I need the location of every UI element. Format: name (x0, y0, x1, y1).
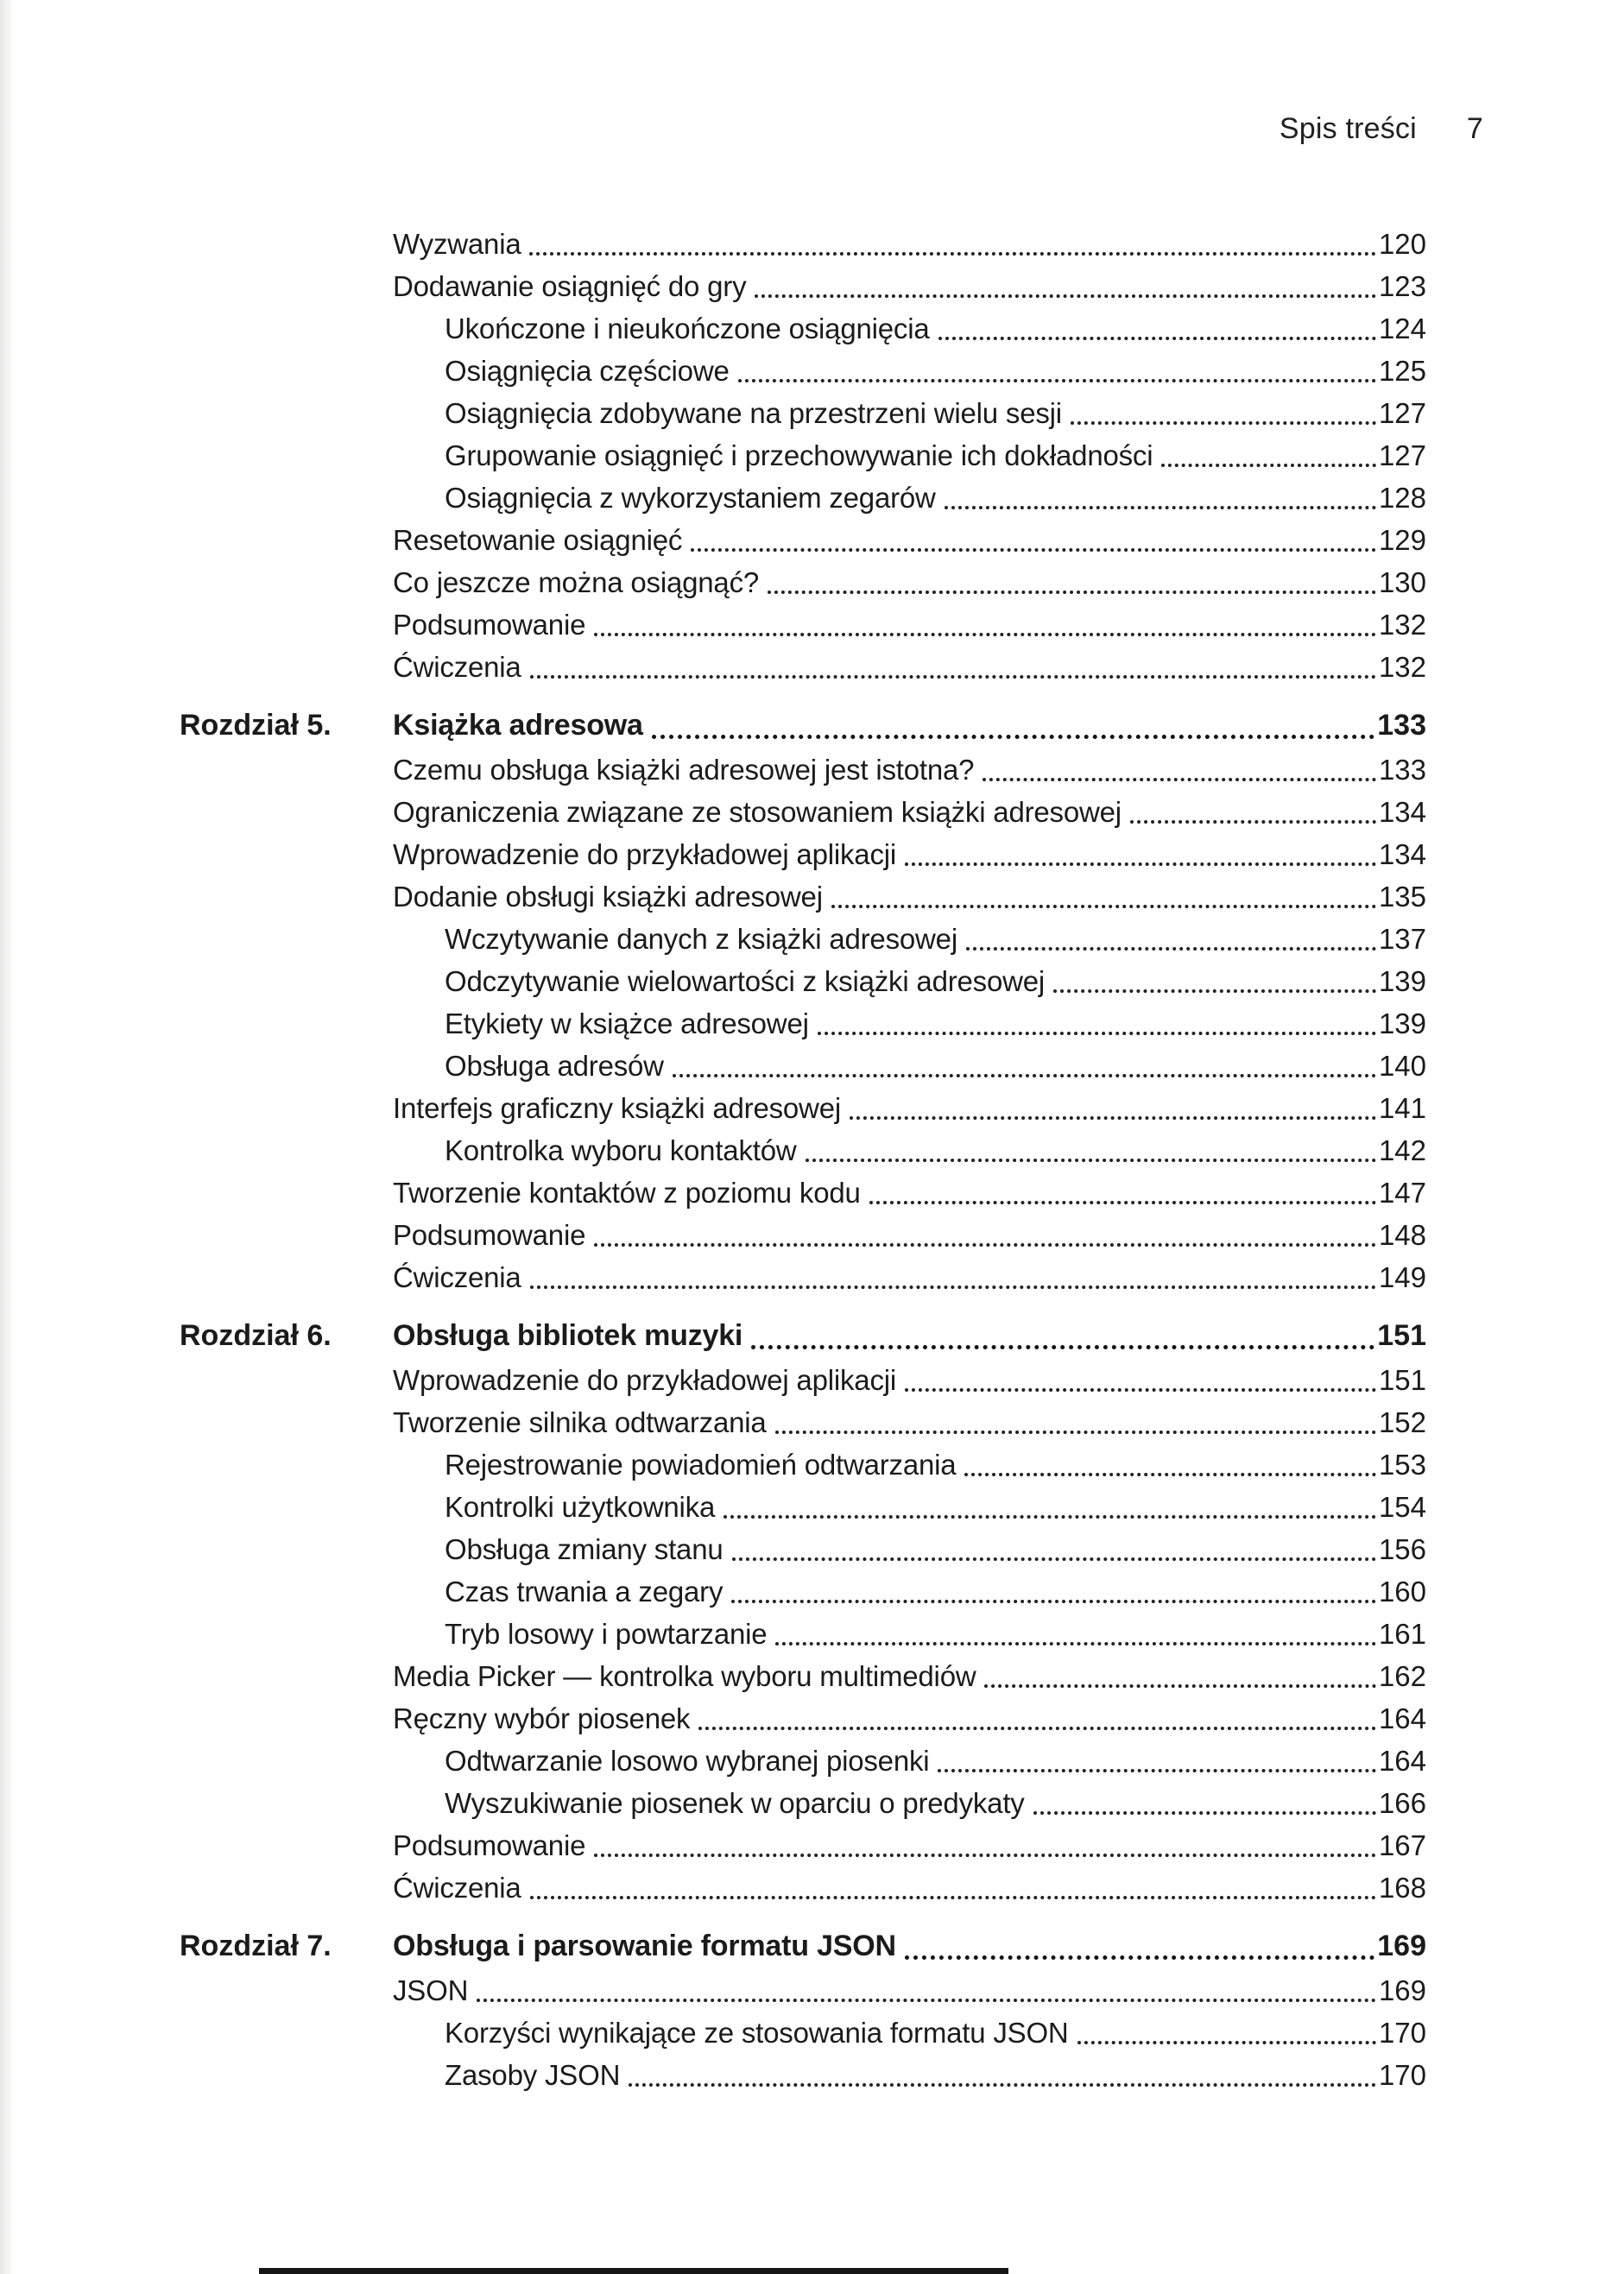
entry-title: Odtwarzanie losowo wybranej piosenki (445, 1745, 930, 1777)
toc-entry-row (445, 1613, 1426, 1655)
entry-title: Odczytywanie wielowartości z książki adresowej (445, 965, 1046, 997)
entry-page-number: 132 (1378, 651, 1426, 683)
entry-page-number: 134 (1378, 838, 1426, 870)
entry-title: Ograniczenia związane ze stosowaniem książki adresowej (393, 796, 1122, 828)
toc-entry-row (393, 561, 1426, 603)
toc-entry-row (445, 350, 1426, 392)
entry-page-number: 153 (1378, 1449, 1426, 1481)
toc-entry-row (393, 1867, 1426, 1909)
entry-page-number: 164 (1378, 1745, 1426, 1777)
dot-leader (966, 947, 1376, 951)
dot-leader (945, 506, 1376, 509)
entry-title: Obsługa bibliotek muzyki (393, 1319, 743, 1352)
dot-leader (1033, 1811, 1376, 1815)
chapter-label: Rozdział 5. (180, 709, 332, 742)
toc-entry-row (445, 307, 1426, 350)
toc-entry-row (445, 1782, 1426, 1824)
toc-entry-row (445, 392, 1426, 434)
toc-entry-row (393, 791, 1426, 833)
entry-page-number: 168 (1378, 1872, 1426, 1904)
chapter-label: Rozdział 7. (180, 1930, 332, 1962)
table-of-contents (180, 223, 1426, 2096)
dot-leader (755, 294, 1376, 298)
dot-leader (594, 1854, 1376, 1857)
entry-title: Kontrolki użytkownika (445, 1491, 716, 1523)
entry-title: Obsługa adresów (445, 1050, 664, 1082)
entry-page-number: 134 (1378, 796, 1426, 828)
dot-leader (724, 1515, 1376, 1519)
entry-title: Tworzenie silnika odtwarzania (393, 1406, 767, 1438)
entry-page-number: 133 (1377, 709, 1426, 742)
entry-page-number: 133 (1378, 754, 1426, 786)
dot-leader (691, 548, 1376, 552)
dot-leader (530, 1896, 1376, 1899)
dot-leader (1071, 421, 1376, 425)
entry-page-number: 127 (1378, 439, 1426, 471)
dot-leader (732, 1557, 1376, 1561)
toc-entry-row (393, 1697, 1426, 1740)
toc-entry-row (393, 1214, 1426, 1256)
entry-page-number: 161 (1378, 1618, 1426, 1650)
toc-chapter-row (180, 1313, 1426, 1359)
entry-page-number: 140 (1378, 1050, 1426, 1082)
entry-page-number: 148 (1378, 1219, 1426, 1251)
dot-leader (818, 1032, 1376, 1035)
toc-entry-row (393, 1087, 1426, 1129)
toc-entry-row (445, 1486, 1426, 1528)
entry-page-number: 167 (1378, 1829, 1426, 1861)
entry-title: Obsługa zmiany stanu (445, 1533, 724, 1565)
entry-title: Korzyści wynikające ze stosowania formatu JSON (445, 2017, 1069, 2049)
entry-title: Osiągnięcia częściowe (445, 355, 730, 387)
entry-title: Kontrolka wyboru kontaktów (445, 1134, 797, 1166)
page-number: 7 (1466, 112, 1483, 145)
entry-page-number: 124 (1378, 313, 1426, 344)
dot-leader (529, 252, 1375, 256)
toc-entry-row (445, 477, 1426, 519)
chapter-label: Rozdział 6. (180, 1319, 332, 1352)
toc-entry-row (393, 833, 1426, 875)
dot-leader (530, 675, 1376, 679)
dot-leader (1053, 989, 1376, 993)
toc-entry-row (445, 2054, 1426, 2096)
entry-title: Tworzenie kontaktów z poziomu kodu (393, 1177, 861, 1209)
entry-title: JSON (393, 1974, 469, 2006)
entry-page-number: 125 (1378, 355, 1426, 387)
toc-entry-row (393, 749, 1426, 791)
toc-entry-row (393, 265, 1426, 307)
dot-leader (673, 1074, 1376, 1077)
toc-entry-row (393, 519, 1426, 561)
entry-page-number: 152 (1378, 1406, 1426, 1438)
toc-entry-row (393, 1655, 1426, 1697)
dot-leader (1077, 2041, 1376, 2044)
scan-page-edge (0, 0, 14, 2274)
entry-page-number: 154 (1378, 1491, 1426, 1523)
entry-title: Wczytywanie danych z książki adresowej (445, 923, 957, 955)
dot-leader (477, 1999, 1376, 2002)
toc-entry-row (393, 1969, 1426, 2012)
entry-title: Podsumowanie (393, 609, 586, 641)
toc-entry-row (445, 1045, 1426, 1087)
entry-page-number: 162 (1378, 1660, 1426, 1692)
toc-entry-row (445, 1129, 1426, 1172)
entry-page-number: 166 (1378, 1787, 1426, 1819)
entry-page-number: 169 (1377, 1930, 1426, 1962)
entry-title: Osiągnięcia zdobywane na przestrzeni wielu sesji (445, 397, 1062, 429)
dot-leader (530, 1285, 1376, 1289)
entry-title: Książka adresowa (393, 709, 643, 742)
dot-leader (731, 1600, 1376, 1603)
entry-page-number: 147 (1378, 1177, 1426, 1209)
entry-title: Czas trwania a zegary (445, 1576, 724, 1608)
dot-leader (629, 2083, 1376, 2087)
toc-entry-row (445, 1528, 1426, 1570)
entry-title: Ćwiczenia (393, 651, 521, 683)
entry-title: Tryb losowy i powtarzanie (445, 1618, 768, 1650)
toc-entry-row (393, 223, 1426, 265)
toc-chapter-row (180, 703, 1426, 749)
entry-page-number: 151 (1377, 1319, 1426, 1352)
entry-title: Interfejs graficzny książki adresowej (393, 1092, 841, 1124)
toc-entry-row (393, 646, 1426, 688)
entry-title: Resetowanie osiągnięć (393, 524, 683, 556)
entry-page-number: 128 (1378, 482, 1426, 514)
dot-leader (738, 379, 1376, 382)
entry-title: Dodanie obsługi książki adresowej (393, 881, 823, 913)
toc-entry-row (445, 918, 1426, 960)
toc-entry-row (445, 2012, 1426, 2054)
dot-leader (850, 1116, 1376, 1120)
toc-entry-row (445, 960, 1426, 1002)
entry-title: Obsługa i parsowanie formatu JSON (393, 1930, 896, 1962)
entry-title: Wprowadzenie do przykładowej aplikacji (393, 838, 897, 870)
dot-leader (831, 905, 1376, 908)
dot-leader (1130, 820, 1376, 824)
dot-leader (983, 778, 1376, 781)
toc-entry-row (393, 603, 1426, 646)
dot-leader (964, 1473, 1376, 1476)
entry-title: Ręczny wybór piosenek (393, 1702, 691, 1734)
entry-title: Wyzwania (393, 228, 521, 260)
entry-title: Czemu obsługa książki adresowej jest istotna? (393, 754, 975, 786)
dot-leader (594, 1243, 1376, 1247)
entry-page-number: 132 (1378, 609, 1426, 641)
running-head-title: Spis treści (1279, 112, 1417, 145)
toc-entry-row (445, 1002, 1426, 1045)
entry-page-number: 149 (1378, 1261, 1426, 1293)
entry-page-number: 151 (1378, 1364, 1426, 1396)
toc-entry-row (393, 875, 1426, 918)
scan-artifact-bar (259, 2268, 1008, 2274)
entry-title: Ćwiczenia (393, 1872, 521, 1904)
toc-chapter-row (180, 1923, 1426, 1969)
entry-page-number: 139 (1378, 1008, 1426, 1039)
dot-leader (698, 1727, 1376, 1730)
entry-title: Grupowanie osiągnięć i przechowywanie ich dokładności (445, 439, 1153, 471)
entry-page-number: 130 (1378, 566, 1426, 598)
dot-leader (905, 862, 1376, 866)
entry-page-number: 137 (1378, 923, 1426, 955)
entry-page-number: 129 (1378, 524, 1426, 556)
entry-page-number: 142 (1378, 1134, 1426, 1166)
entry-title: Co jeszcze można osiągnąć? (393, 566, 760, 598)
entry-title: Rejestrowanie powiadomień odtwarzania (445, 1449, 957, 1481)
entry-page-number: 170 (1378, 2059, 1426, 2091)
entry-title: Osiągnięcia z wykorzystaniem zegarów (445, 482, 936, 514)
toc-entry-row (445, 1443, 1426, 1486)
toc-entry-row (445, 1570, 1426, 1613)
dot-leader (938, 1769, 1376, 1772)
entry-page-number: 156 (1378, 1533, 1426, 1565)
dot-leader (938, 337, 1376, 340)
dot-leader (775, 1642, 1376, 1645)
dot-leader (984, 1684, 1375, 1688)
entry-title: Wprowadzenie do przykładowej aplikacji (393, 1364, 897, 1396)
entry-page-number: 160 (1378, 1576, 1426, 1608)
entry-page-number: 127 (1378, 397, 1426, 429)
dot-leader (1161, 464, 1376, 467)
toc-entry-row (445, 434, 1426, 477)
entry-page-number: 141 (1378, 1092, 1426, 1124)
toc-entry-row (393, 1359, 1426, 1401)
entry-title: Media Picker — kontrolka wyboru multimediów (393, 1660, 976, 1692)
dot-leader (594, 633, 1376, 636)
entry-title: Ćwiczenia (393, 1261, 521, 1293)
toc-entry-row (393, 1172, 1426, 1214)
dot-leader (905, 1955, 1374, 1960)
page-header (1280, 112, 1483, 146)
toc-entry-row (393, 1256, 1426, 1298)
entry-page-number: 169 (1378, 1974, 1426, 2006)
toc-entry-row (445, 1740, 1426, 1782)
entry-title: Dodawanie osiągnięć do gry (393, 270, 747, 302)
entry-title: Ukończone i nieukończone osiągnięcia (445, 313, 930, 344)
entry-page-number: 135 (1378, 881, 1426, 913)
entry-page-number: 164 (1378, 1702, 1426, 1734)
entry-title: Podsumowanie (393, 1219, 586, 1251)
entry-page-number: 170 (1378, 2017, 1426, 2049)
dot-leader (768, 591, 1376, 594)
toc-entry-row (393, 1401, 1426, 1443)
entry-title: Podsumowanie (393, 1829, 586, 1861)
entry-page-number: 139 (1378, 965, 1426, 997)
dot-leader (905, 1388, 1376, 1392)
dot-leader (806, 1159, 1376, 1162)
dot-leader (751, 1345, 1374, 1349)
entry-title: Zasoby JSON (445, 2059, 621, 2091)
dot-leader (652, 735, 1375, 739)
dot-leader (775, 1431, 1376, 1434)
entry-page-number: 123 (1378, 270, 1426, 302)
entry-title: Wyszukiwanie piosenek w oparciu o predykaty (445, 1787, 1025, 1819)
entry-page-number: 120 (1378, 228, 1426, 260)
dot-leader (869, 1201, 1376, 1204)
toc-entry-row (393, 1824, 1426, 1867)
entry-title: Etykiety w książce adresowej (445, 1008, 809, 1039)
